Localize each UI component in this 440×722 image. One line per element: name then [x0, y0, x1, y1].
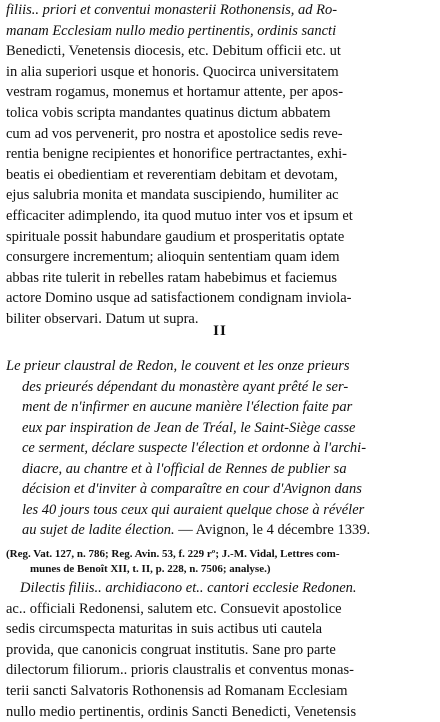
text-line: biliter observari. Datum ut supra. [6, 310, 199, 327]
bottom-latin-paragraph [6, 578, 434, 722]
text-line: provida, que canonicis congruat institutis. Sane pro parte [6, 641, 336, 658]
text-line: consurgere incrementum; alioquin sententiam quam idem [6, 249, 340, 266]
summary-line: eux par inspiration de Jean de Tréal, le Saint-Siège casse [22, 419, 356, 436]
text-line: sedis circumspecta maturitas in suis actibus uti cautela [6, 621, 323, 638]
summary-line: décision et d'inviter à comparaître en cour d'Avignon dans [22, 481, 362, 497]
summary-line: des prieurés dépendant du monastère ayant prêté le ser- [22, 378, 349, 395]
text-line: nullo medio pertinentis, ordinis Sancti Benedicti, Venetensis [6, 703, 357, 720]
summary-line: au sujet de ladite élection. [22, 522, 175, 538]
text-line: dilectorum filiorum.. prioris claustralis et conventus monas- [6, 662, 354, 679]
text-line: ac.. officiali Redonensi, salutem etc. Consuevit apostolice [6, 600, 342, 617]
text-line: terii sancti Salvatoris Rothonensis ad Romanam Ecclesiam [6, 682, 348, 699]
summary-line: diacre, au chantre et à l'official de Rennes de publier sa [22, 460, 347, 477]
text-line: Dilectis filiis.. archidiacono et.. cantori ecclesie Redonen. [20, 580, 357, 596]
text-line: manam Ecclesiam nullo medio pertinentis, ordinis sancti [6, 22, 337, 39]
reference-line: (Reg. Vat. 127, n. 786; Reg. Avin. 53, f. 229 rº; J.-M. Vidal, Lettres com- [6, 548, 340, 560]
summary-line: ce serment, déclare suspecte l'élection et ordonne à l'archi- [22, 440, 367, 456]
french-summary [6, 356, 434, 541]
text-line: rentia benigne recipientes et honorifice pertractantes, exhi- [6, 146, 347, 163]
text-line: beatis ei obedientiam et reverentiam debitam et devotam, [6, 166, 338, 183]
archival-reference [6, 547, 434, 576]
section-number: II [213, 323, 227, 339]
summary-date: Avignon, le 4 décembre 1339. [195, 522, 371, 538]
text-line: ejus salubria monita et mandata suscipiendo, humiliter ac [6, 187, 339, 204]
text-line: abbas rite tulerit in rebelles ratam habebimus et faciemus [6, 269, 337, 286]
reference-line: munes de Benoît XII, t. II, p. 228, n. 7506; analyse.) [30, 562, 271, 575]
text-line: vestram rogamus, monemus et hortamur attente, per apos- [6, 84, 344, 101]
text-line: filiis.. priori et conventui monasterii Rothonensis, ad Ro- [6, 2, 338, 18]
text-line: in alia superiori usque et honoris. Quocirca universitatem [6, 63, 339, 80]
summary-last-line: au sujet de ladite élection. — Avignon, le 4 décembre 1339. [22, 522, 371, 538]
text-line: tolica vobis scripta mandantes quatinus dictum abbatem [6, 104, 331, 121]
text-line: spirituale possit habundare gaudium et prosperitatis optate [6, 228, 345, 245]
top-latin-paragraph [6, 0, 434, 330]
text-line: efficaciter adimplendo, ita quod mutuo inter vos et ipsum et [6, 207, 353, 224]
summary-line: ment de n'infirmer en aucune manière l'élection faite par [22, 399, 353, 415]
text-line: actore Domino usque ad satisfactionem condignam inviola- [6, 290, 352, 307]
summary-line: les 40 jours tous ceux qui auraient quelque chose à révéler [22, 501, 365, 518]
summary-line: Le prieur claustral de Redon, le couvent et les onze prieurs [6, 358, 350, 374]
text-line: Benedicti, Venetensis diocesis, etc. Debitum officii etc. ut [6, 43, 341, 60]
text-line: cum ad vos pervenerit, pro nostra et apostolice sedis reve- [6, 125, 343, 142]
